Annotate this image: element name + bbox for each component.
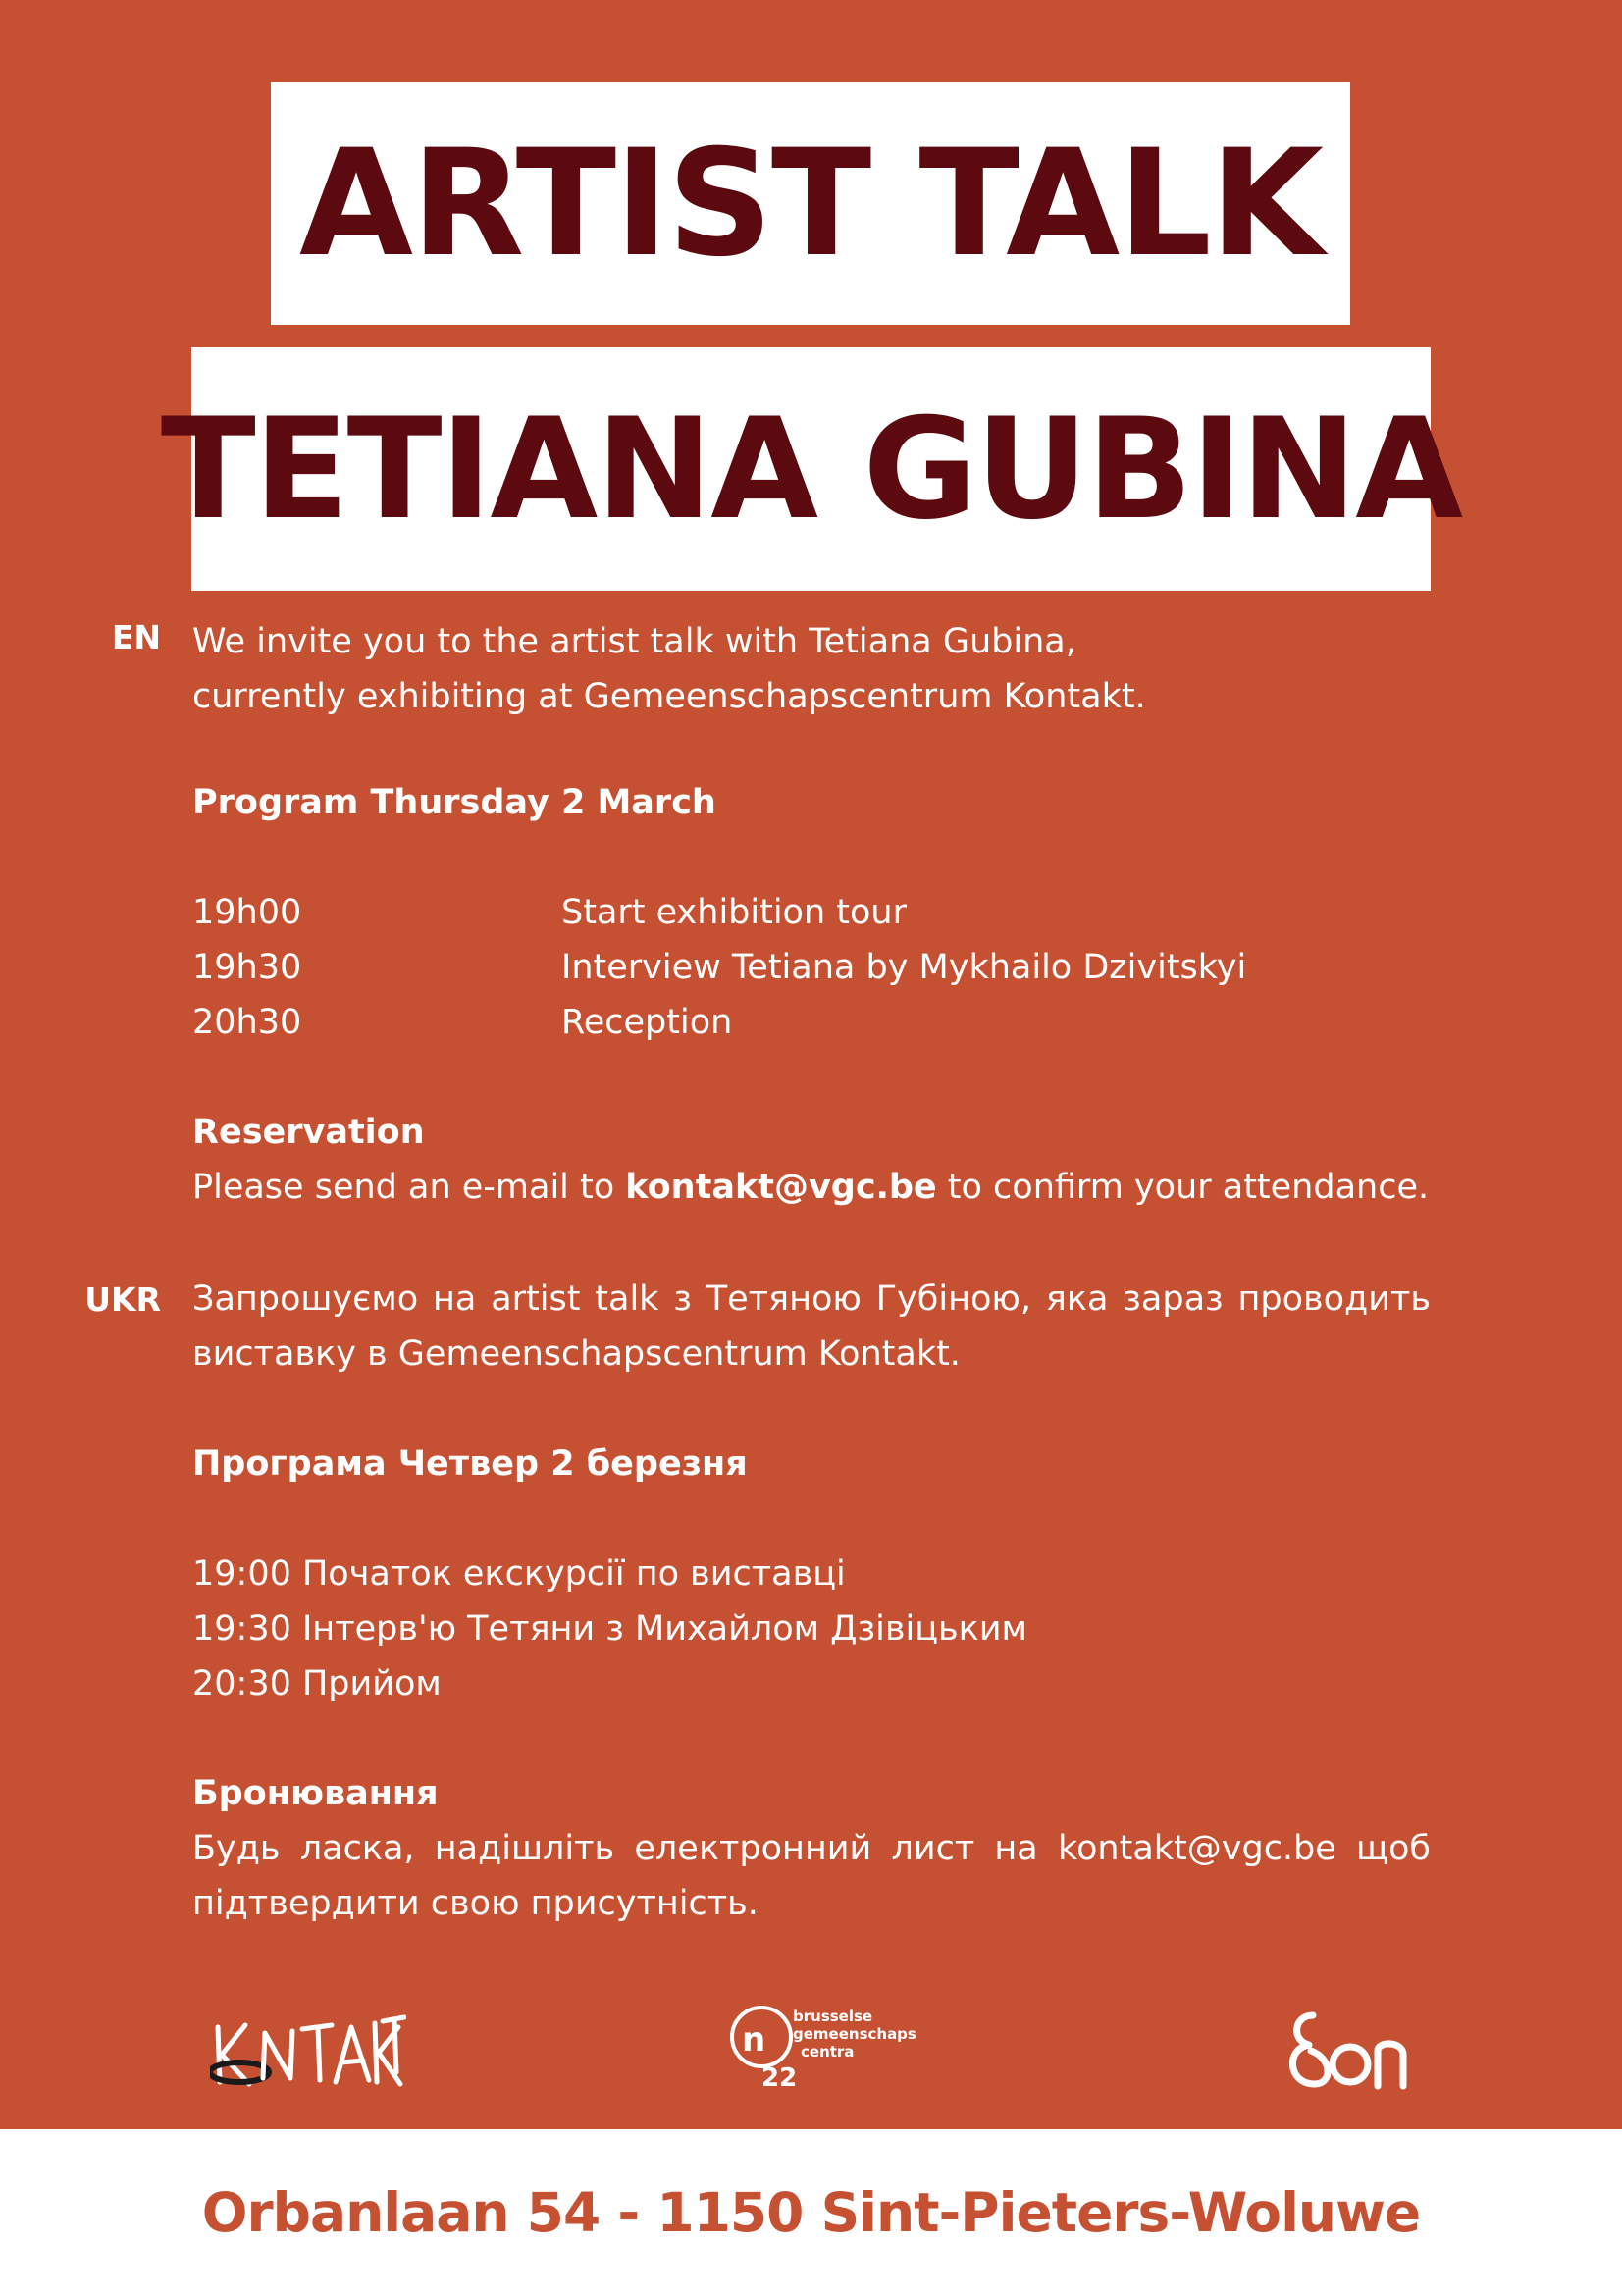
n22-line1: brusselse: [793, 2008, 873, 2025]
address-footer: [0, 2129, 1622, 2296]
artist-name: [160, 347, 1462, 591]
n22-mark-22: 22: [761, 2063, 798, 2093]
en-intro-line2: currently exhibiting at Gemeenschapscentrum Kontakt.: [192, 677, 1146, 716]
bon-logo-image: [1276, 2002, 1423, 2100]
schedule-activity: Start exhibition tour: [561, 893, 907, 932]
schedule-activity: Interview Tetiana by Mykhailo Dzivitskyi: [561, 948, 1247, 987]
ukr-reservation-text: Будь ласка, надішліть електронний лист на kontakt@vgc.be щоб підтвердити свою присутність.: [192, 1829, 1431, 1923]
en-schedule-row: [192, 995, 732, 1050]
schedule-time: 20h30: [192, 1003, 302, 1042]
address-text: Orbanlaan 54 - 1150 Sint-Pieters-Woluwe: [201, 2181, 1421, 2244]
reservation-text-after: to confirm your attendance.: [936, 1168, 1430, 1207]
en-reservation-text: [192, 1160, 1431, 1215]
en-schedule-row: [192, 885, 907, 940]
bon-logo: [1276, 2002, 1423, 2100]
lang-label-en: EN: [111, 618, 161, 656]
en-intro-line1: We invite you to the artist talk with Tetiana Gubina,: [192, 622, 1076, 661]
ukr-schedule: [192, 1546, 1431, 1711]
ukr-program-heading: Програма Четвер 2 березня: [192, 1444, 748, 1484]
ukr-reservation-heading: Бронювання: [192, 1774, 439, 1813]
kontakt-logo: [210, 2004, 406, 2098]
artist-name-text: TETIANA GUBINA: [160, 388, 1462, 550]
event-title: [271, 82, 1350, 325]
lang-label-ukr: UKR: [84, 1280, 161, 1319]
en-intro: [192, 614, 1431, 724]
n22-mark-n: n: [742, 2020, 766, 2060]
en-reservation-heading: Reservation: [192, 1113, 425, 1152]
en-schedule-row: [192, 940, 1246, 995]
ukr-intro: Запрошуємо на artist talk з Тетяною Губіною, яка зараз проводить виставку в Gemeenschapscentrum Kontakt.: [192, 1279, 1431, 1374]
schedule-time: 19h00: [192, 893, 302, 932]
reservation-text-before: Please send an e-mail to: [192, 1168, 626, 1207]
n22-line3: centra: [801, 2043, 855, 2061]
ukr-schedule-row: 19:00 Початок екскурсії по виставці: [192, 1554, 846, 1593]
schedule-activity: Reception: [561, 1003, 733, 1042]
kontakt-logo-image: [210, 2004, 406, 2098]
schedule-time: 19h30: [192, 948, 302, 987]
n22-line2: gemeenschaps: [793, 2025, 916, 2043]
ukr-schedule-row: 19:30 Інтерв'ю Тетяни з Михайлом Дзівіцьким: [192, 1609, 1027, 1648]
n22-logo: [728, 2000, 924, 2094]
n22-logo-image: [728, 2000, 924, 2094]
en-program-heading: Program Thursday 2 March: [192, 783, 716, 822]
reservation-email[interactable]: kontakt@vgc.be: [625, 1168, 937, 1207]
event-title-text: ARTIST TALK: [298, 118, 1323, 289]
ukr-schedule-row: 20:30 Прийом: [192, 1664, 442, 1703]
